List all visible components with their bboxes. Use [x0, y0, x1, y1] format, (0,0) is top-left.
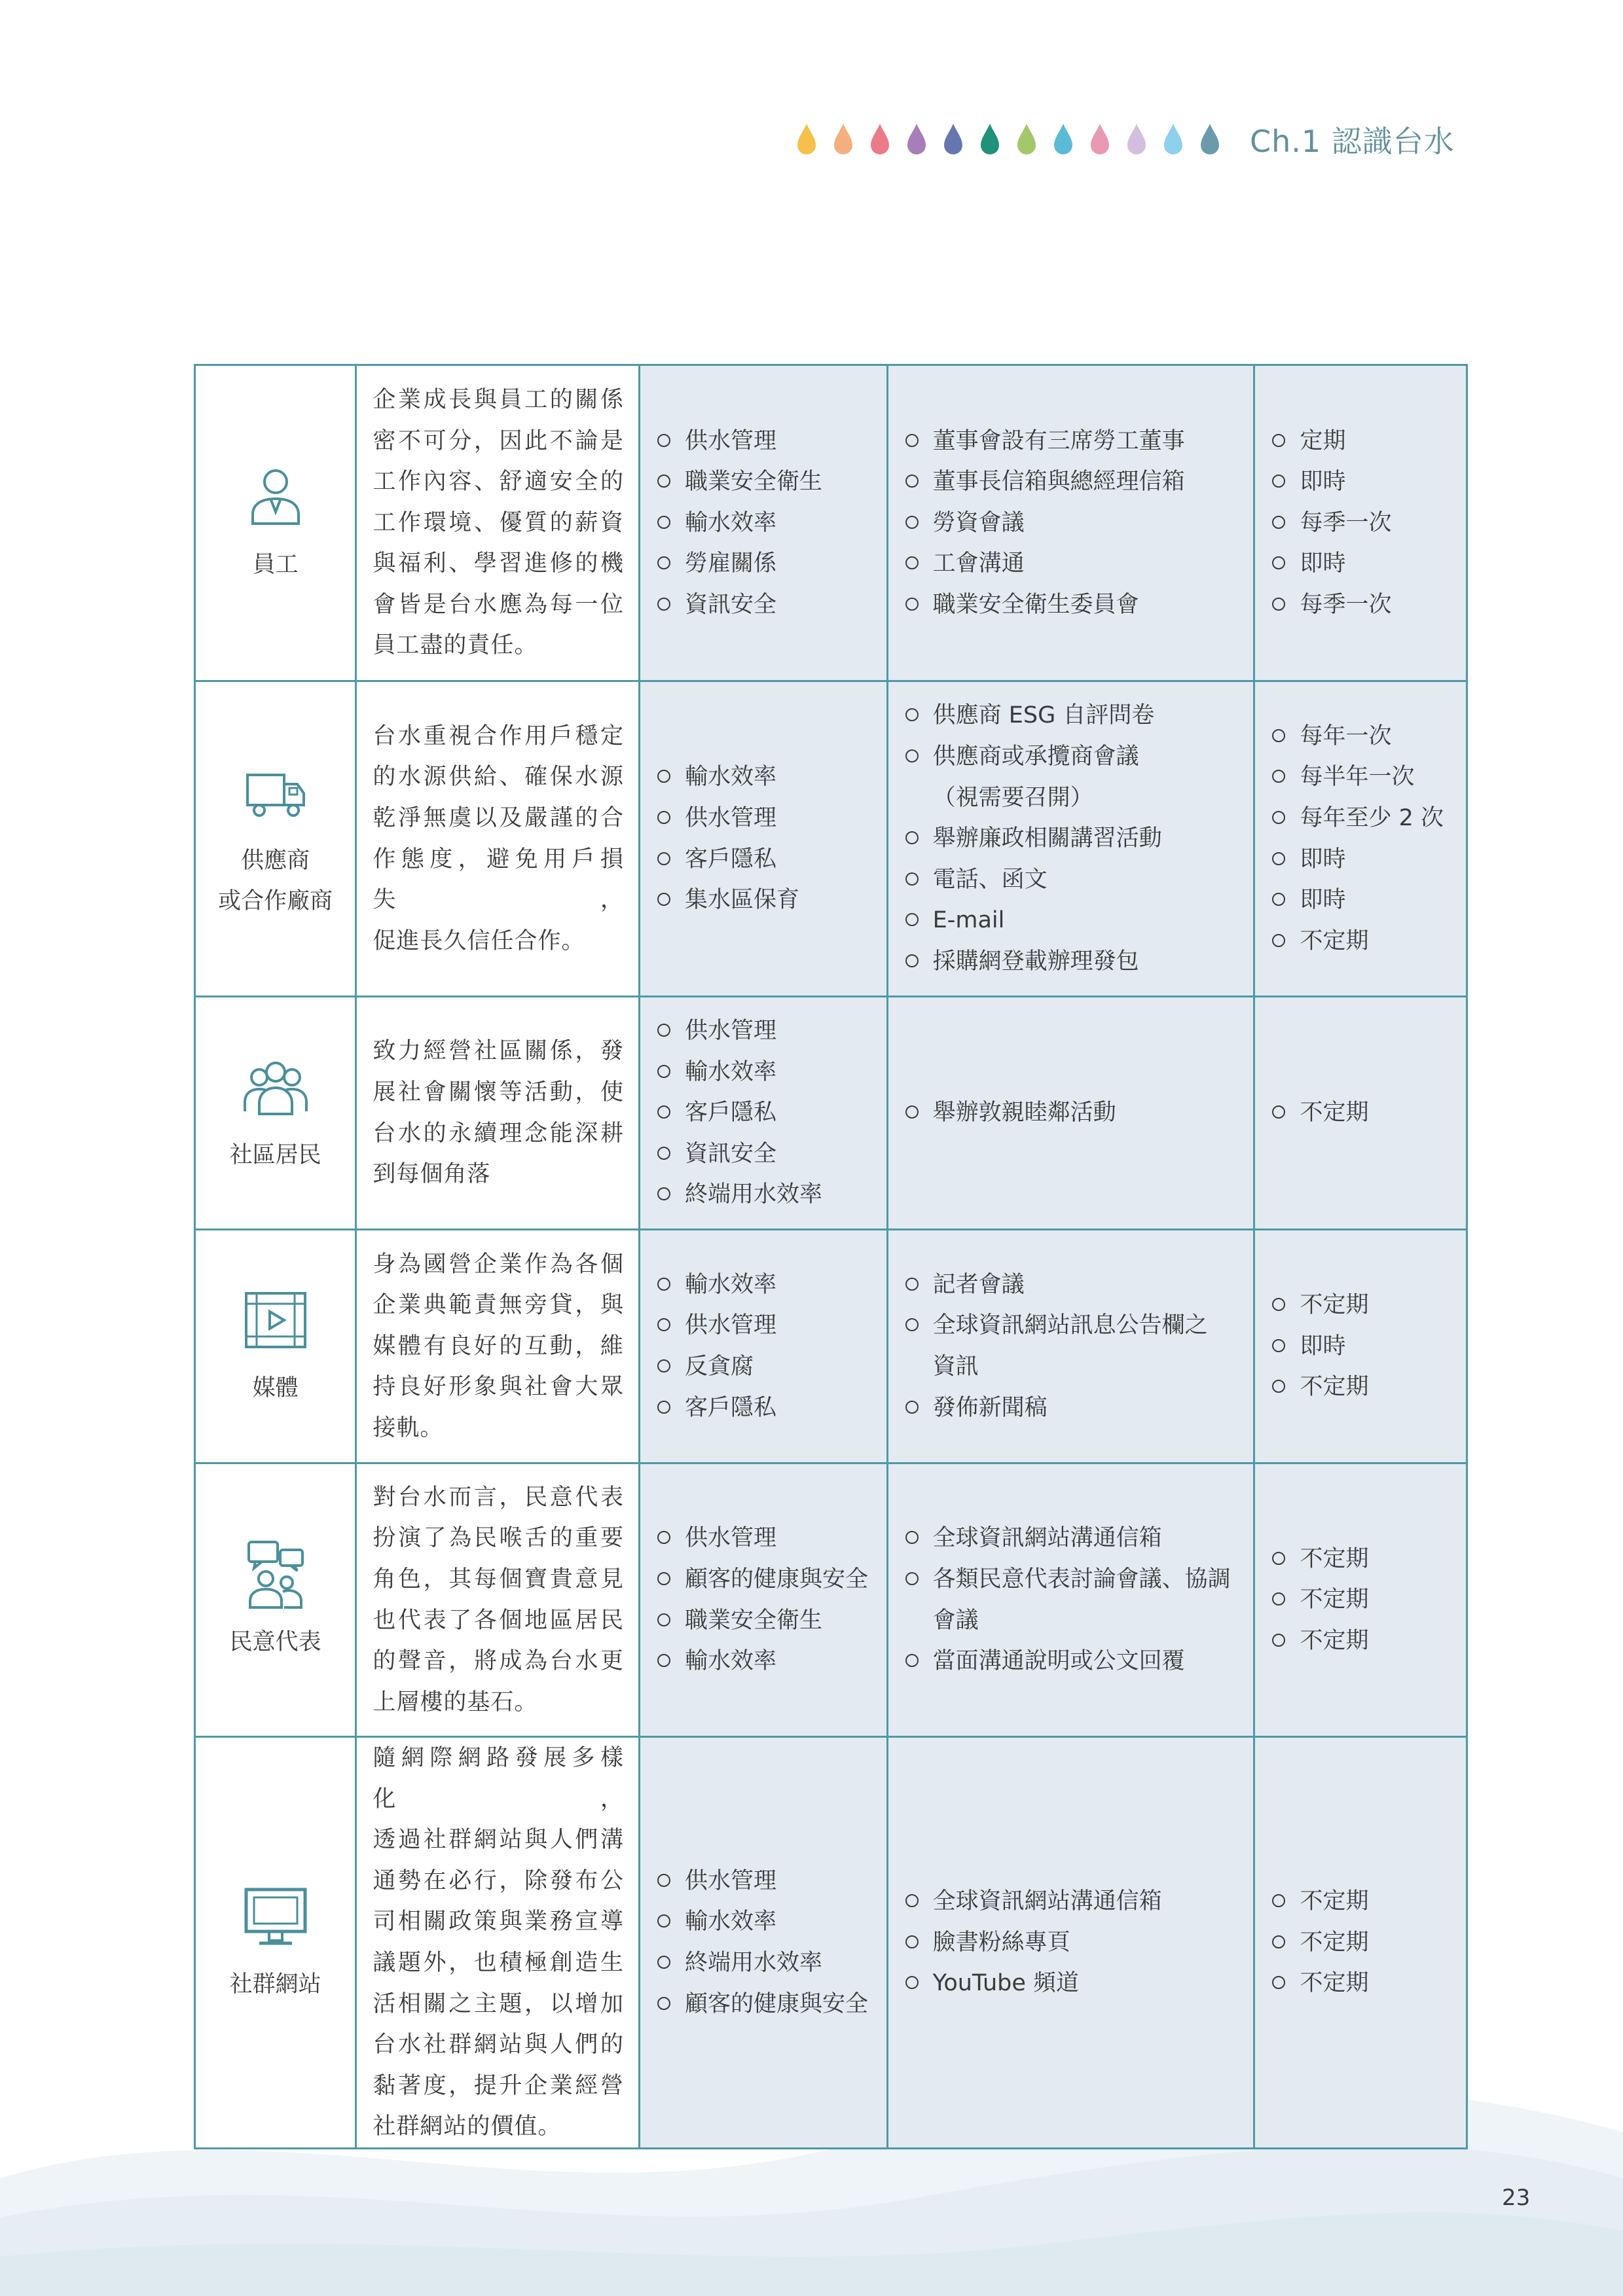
chapter-header	[795, 117, 1470, 162]
truck-icon	[240, 757, 312, 829]
stakeholder-name-line: 供應商	[241, 847, 310, 874]
list-item: 客戶隱私	[657, 1388, 880, 1429]
list-item: 董事會設有三席勞工董事	[905, 421, 1247, 462]
stakeholder-table	[194, 364, 1468, 2149]
list-item: 供水管理	[657, 798, 880, 839]
stakeholder-name-line: 社區居民	[229, 1141, 321, 1168]
water-drop-icon	[1125, 122, 1148, 156]
description-line: 工作內容、舒適安全的	[373, 469, 625, 495]
list-item: 不定期	[1272, 1621, 1459, 1662]
list-item: 供水管理	[657, 1305, 880, 1346]
description-line: 密不可分，因此不論是	[373, 427, 625, 454]
topics-cell	[640, 365, 888, 681]
list-item: 臉書粉絲專頁	[905, 1922, 1247, 1964]
topics-list	[640, 1861, 886, 2024]
description-line: 的聲音，將成為台水更	[373, 1648, 625, 1675]
list-item: 客戶隱私	[657, 839, 880, 880]
description-line: 的水源供給、確保水源	[373, 764, 625, 791]
description-line: 台水的永續理念能深耕	[373, 1120, 625, 1147]
list-item: 輸水效率	[657, 1901, 880, 1943]
channels-list	[888, 1518, 1254, 1681]
stakeholder-name	[196, 1964, 355, 2005]
description-line: 會皆是台水應為每一位	[373, 591, 625, 618]
list-item: 不定期	[1272, 1367, 1459, 1408]
description-line: 通勢在必行，除發布公	[373, 1867, 625, 1894]
monitor-icon	[240, 1880, 312, 1952]
stakeholder-cell	[195, 1737, 356, 2149]
stakeholder-cell	[195, 681, 356, 997]
description-line: 身為國營企業作為各個	[373, 1251, 625, 1278]
list-item: （視需要召開）	[932, 784, 1093, 811]
list-item: 即時	[1272, 543, 1459, 584]
description-line: 持良好形象與社會大眾	[373, 1374, 625, 1401]
list-item: 採購網登載辦理發包	[905, 941, 1247, 982]
description-line: 扮演了為民喉舌的重要	[373, 1525, 625, 1552]
list-item: 輸水效率	[657, 1052, 880, 1093]
description-line: 工作環境、優質的薪資	[373, 509, 625, 536]
description-line: 展社會關懷等活動，使	[373, 1079, 625, 1105]
frequency-list	[1255, 1092, 1466, 1134]
description-line: 到每個角落	[373, 1161, 491, 1188]
description	[357, 1477, 638, 1723]
description-line: 議題外，也積極創造生	[373, 1949, 625, 1976]
description-line: 乾淨無虞以及嚴謹的合	[373, 804, 625, 831]
list-item: 發佈新聞稿	[905, 1388, 1247, 1429]
list-item: 供應商或承攬商會議	[905, 736, 1247, 778]
list-item: 各類民意代表討論會議、協調	[905, 1559, 1247, 1600]
table-row	[195, 365, 1467, 681]
stakeholder-name-line: 社群網站	[229, 1971, 321, 1998]
description	[357, 1031, 638, 1194]
topics-list	[640, 1518, 886, 1681]
frequency-cell	[1254, 997, 1467, 1230]
page-number: 23	[1502, 2185, 1531, 2211]
description-line: 隨網際網路發展多樣化，	[373, 1745, 625, 1812]
list-item: 顧客的健康與安全	[657, 1559, 880, 1600]
list-item: 輸水效率	[657, 1641, 880, 1682]
water-drop-icon	[1052, 122, 1074, 156]
description	[357, 380, 638, 666]
water-drop-icon	[942, 122, 964, 156]
frequency-cell	[1254, 365, 1467, 681]
frequency-cell	[1254, 1230, 1467, 1463]
list-item: 資訊安全	[657, 1134, 880, 1175]
frequency-list	[1255, 716, 1466, 962]
channels-cell	[887, 1737, 1254, 2149]
water-drop-icon	[1199, 122, 1221, 156]
description-cell	[356, 681, 640, 997]
list-item: 不定期	[1272, 1922, 1459, 1964]
list-item: 即時	[1272, 461, 1459, 503]
stakeholder-name	[196, 545, 355, 585]
list-item: 記者會議	[905, 1265, 1247, 1306]
topics-list	[640, 1265, 886, 1428]
table-row	[195, 1230, 1467, 1463]
frequency-cell	[1254, 1463, 1467, 1737]
list-item: 供應商 ESG 自評問卷	[905, 695, 1247, 736]
stakeholder-name-line: 媒體	[252, 1375, 299, 1401]
list-item: 勞資會議	[905, 503, 1247, 544]
topics-cell	[640, 681, 888, 997]
stakeholder-name-line: 員工	[252, 552, 299, 578]
topics-cell	[640, 1463, 888, 1737]
list-item: 即時	[1272, 880, 1459, 921]
list-item: 輸水效率	[657, 503, 880, 544]
list-item: 勞雇關係	[657, 543, 880, 584]
topics-list	[640, 757, 886, 920]
channels-cell	[887, 681, 1254, 997]
description-line: 媒體有良好的互動，維	[373, 1333, 625, 1359]
chapter-title: Ch.1 認識台水	[1250, 124, 1455, 159]
list-item: 輸水效率	[657, 757, 880, 798]
channels-list	[888, 695, 1254, 982]
list-item: 定期	[1272, 421, 1459, 462]
description-cell	[356, 997, 640, 1230]
water-drop-icon	[1089, 122, 1111, 156]
description-line: 也代表了各個地區居民	[373, 1607, 625, 1634]
table-row	[195, 1737, 1467, 2149]
description-line: 透過社群網站與人們溝	[373, 1827, 625, 1854]
channels-list	[888, 1092, 1254, 1134]
list-item: 資訊	[932, 1354, 979, 1380]
water-drop-icon	[905, 122, 928, 156]
list-item: 舉辦廉政相關講習活動	[905, 818, 1247, 859]
list-item: 舉辦敦親睦鄰活動	[905, 1092, 1247, 1134]
list-item: 職業安全衛生委員會	[905, 584, 1247, 626]
list-item: 工會溝通	[905, 543, 1247, 584]
description-line: 台水重視合作用戶穩定	[373, 723, 625, 749]
description-line: 致力經營社區關係，發	[373, 1038, 625, 1065]
description-line: 黏著度，提升企業經營	[373, 2072, 625, 2099]
water-drop-icon	[869, 122, 891, 156]
water-drop-icon	[832, 122, 854, 156]
channels-list	[888, 1881, 1254, 2004]
list-item: 會議	[932, 1607, 979, 1634]
list-item: 集水區保育	[657, 880, 880, 921]
description-line: 員工盡的責任。	[373, 632, 538, 659]
list-item: 顧客的健康與安全	[657, 1984, 880, 2025]
employee-icon	[240, 461, 312, 533]
description-line: 促進長久信任合作。	[373, 927, 585, 954]
channels-cell	[887, 365, 1254, 681]
description-line: 上層樓的基石。	[373, 1689, 538, 1715]
topics-cell	[640, 1230, 888, 1463]
frequency-list	[1255, 1881, 1466, 2004]
list-item: 資訊安全	[657, 584, 880, 626]
list-item: 職業安全衛生	[657, 1600, 880, 1641]
stakeholder-name	[196, 1368, 355, 1408]
list-item: 終端用水效率	[657, 1174, 880, 1215]
color-drops	[795, 122, 1221, 156]
description-line: 作態度，避免用戶損失，	[373, 846, 625, 914]
topics-list	[640, 421, 886, 626]
description-cell	[356, 1230, 640, 1463]
list-item: 職業安全衛生	[657, 461, 880, 503]
channels-list	[888, 421, 1254, 626]
channels-list	[888, 1265, 1254, 1428]
description-cell	[356, 1737, 640, 2149]
topics-list	[640, 1011, 886, 1215]
list-item: 全球資訊網站溝通信箱	[905, 1881, 1247, 1922]
list-item: 電話、函文	[905, 859, 1247, 901]
stakeholder-cell	[195, 1230, 356, 1463]
channels-cell	[887, 1463, 1254, 1737]
description	[357, 1244, 638, 1449]
list-item: 不定期	[1272, 1881, 1459, 1922]
media-icon	[240, 1284, 312, 1356]
description	[357, 716, 638, 962]
channels-cell	[887, 1230, 1254, 1463]
stakeholder-name	[196, 1135, 355, 1175]
description-line: 對台水而言，民意代表	[373, 1484, 625, 1511]
list-item: 每年一次	[1272, 716, 1459, 757]
channels-cell	[887, 997, 1254, 1230]
list-item: 全球資訊網站溝通信箱	[905, 1518, 1247, 1559]
list-item: 供水管理	[657, 1861, 880, 1902]
water-drop-icon	[1162, 122, 1184, 156]
representative-icon	[240, 1538, 312, 1610]
water-drop-icon	[795, 122, 818, 156]
stakeholder-name-line: 或合作廠商	[218, 888, 333, 914]
description-line: 接軌。	[373, 1414, 444, 1441]
list-item: 供水管理	[657, 1011, 880, 1052]
description-line: 司相關政策與業務宣導	[373, 1909, 625, 1935]
list-item: 供水管理	[657, 421, 880, 462]
stakeholder-name-line: 民意代表	[229, 1628, 321, 1655]
list-item: 董事長信箱與總經理信箱	[905, 461, 1247, 503]
stakeholder-name	[196, 1622, 355, 1662]
list-item: 每季一次	[1272, 584, 1459, 626]
water-drop-icon	[979, 122, 1001, 156]
table-row	[195, 681, 1467, 997]
topics-cell	[640, 1737, 888, 2149]
list-item: 反貪腐	[657, 1346, 880, 1388]
description-line: 企業成長與員工的關係	[373, 386, 625, 413]
frequency-list	[1255, 421, 1466, 626]
frequency-cell	[1254, 681, 1467, 997]
list-item: 不定期	[1272, 1539, 1459, 1580]
list-item: 客戶隱私	[657, 1092, 880, 1134]
stakeholder-name	[196, 840, 355, 922]
frequency-list	[1255, 1285, 1466, 1408]
list-item: 即時	[1272, 839, 1459, 880]
topics-cell	[640, 997, 888, 1230]
list-item: 全球資訊網站訊息公告欄之	[905, 1305, 1247, 1346]
list-item: 不定期	[1272, 921, 1459, 962]
description-line: 台水社群網站與人們的	[373, 2032, 625, 2058]
stakeholder-cell	[195, 1463, 356, 1737]
list-item: 供水管理	[657, 1518, 880, 1559]
stakeholder-cell	[195, 997, 356, 1230]
description-line: 社群網站的價值。	[373, 2113, 562, 2140]
list-item: YouTube 頻道	[905, 1963, 1247, 2004]
description-line: 角色，其每個寶貴意見	[373, 1566, 625, 1592]
list-item: 每季一次	[1272, 503, 1459, 544]
water-drop-icon	[1015, 122, 1038, 156]
list-item: E-mail	[905, 900, 1247, 941]
list-item: 當面溝通說明或公文回覆	[905, 1641, 1247, 1682]
stakeholder-cell	[195, 365, 356, 681]
frequency-list	[1255, 1539, 1466, 1662]
list-item: 終端用水效率	[657, 1943, 880, 1984]
table-row	[195, 997, 1467, 1230]
list-item: 不定期	[1272, 1963, 1459, 2004]
list-item: 每半年一次	[1272, 757, 1459, 798]
description-cell	[356, 1463, 640, 1737]
list-item: 不定期	[1272, 1285, 1459, 1326]
community-icon	[240, 1051, 312, 1123]
description-line: 活相關之主題，以增加	[373, 1990, 625, 2017]
list-item: 即時	[1272, 1326, 1459, 1367]
list-item: 每年至少 2 次	[1272, 798, 1459, 839]
description	[357, 1738, 638, 2147]
list-item: 不定期	[1272, 1579, 1459, 1621]
list-item: 不定期	[1272, 1092, 1459, 1134]
table-row	[195, 1463, 1467, 1737]
description-cell	[356, 365, 640, 681]
description-line: 與福利、學習進修的機	[373, 550, 625, 577]
description-line: 企業典範責無旁貸，與	[373, 1292, 625, 1319]
frequency-cell	[1254, 1737, 1467, 2149]
list-item: 輸水效率	[657, 1265, 880, 1306]
